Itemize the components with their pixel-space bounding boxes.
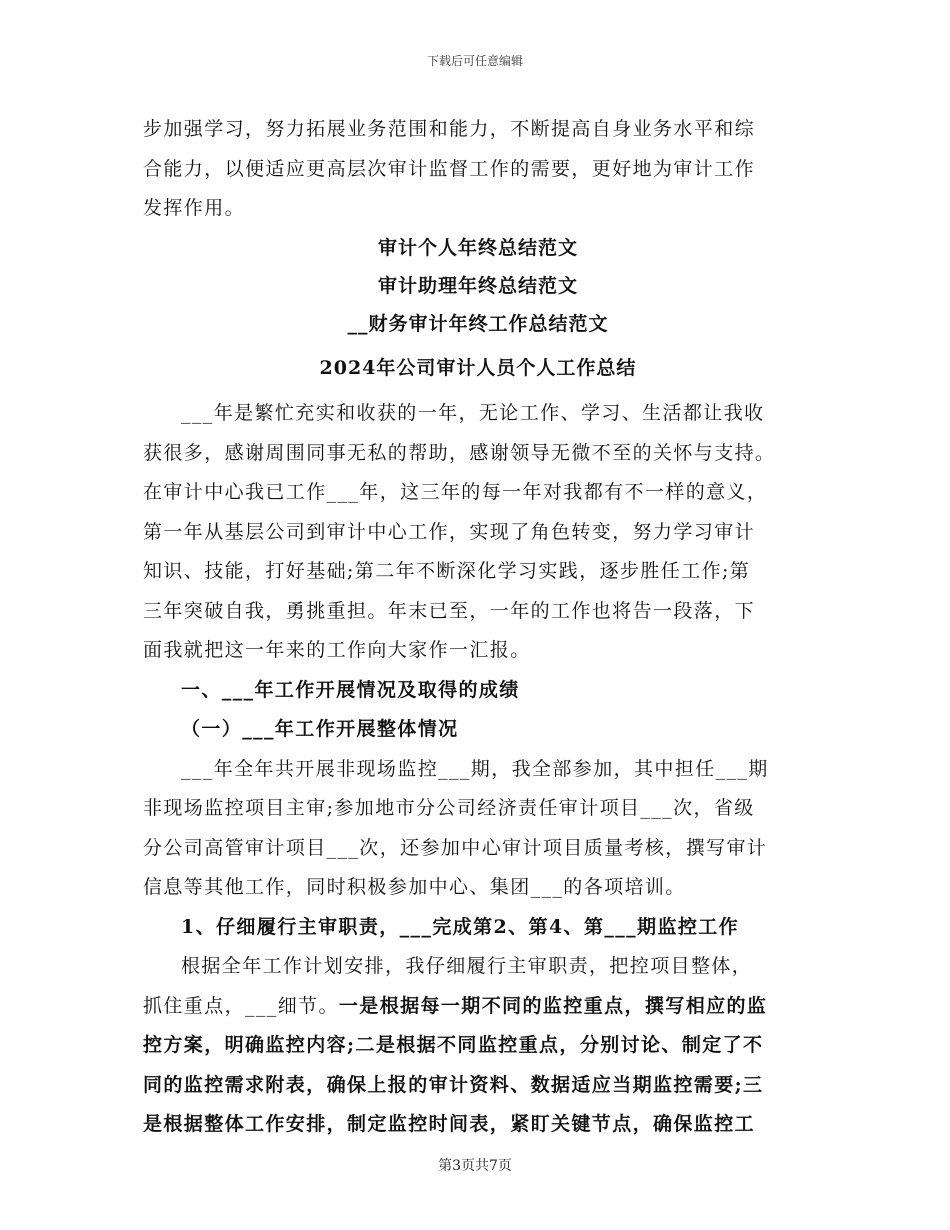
paragraph-bold-line: 控方案，明确监控内容;二是根据不同监控重点，分别讨论、制定了不: [143, 1034, 764, 1056]
page-header: 下载后可任意编辑: [426, 54, 523, 68]
paragraph-line: 根据全年工作计划安排，我仔细履行主审职责，把控项目整体，: [181, 955, 753, 977]
page-footer: 第3页共7页: [438, 1158, 512, 1174]
document-body: [143, 110, 813, 1145]
paragraph-line: 分公司高管审计项目___次，还参加中心审计项目质量考核，撰写审计: [143, 836, 768, 859]
paragraph-line: 非现场监控项目主审;参加地市分公司经济责任审计项目___次，省级: [143, 797, 755, 819]
document-title: 2024年公司审计人员个人工作总结: [319, 356, 637, 379]
paragraph-line: 信息等其他工作，同时积极参加中心、集团___的各项培训。: [143, 876, 686, 898]
paragraph-line: ___年是繁忙充实和收获的一年，无论工作、学习、生活都让我收: [181, 402, 765, 424]
paragraph-bold-line: 是根据整体工作安排，制定监控时间表，紧盯关键节点，确保监控工: [143, 1113, 756, 1135]
intro-line: 步加强学习，努力拓展业务范围和能力，不断提高自身业务水平和综: [143, 118, 756, 140]
paragraph-line: ___年全年共开展非现场监控___期，我全部参加，其中担任___期: [181, 757, 769, 780]
paragraph-line: 在审计中心我已工作___年，这三年的每一年对我都有不一样的意义，: [143, 481, 768, 503]
related-link-2[interactable]: 审计助理年终总结范文: [377, 274, 578, 297]
section-heading: 一、___年工作开展情况及取得的成绩: [181, 678, 520, 701]
paragraph-bold-line: 同的监控需求附表，确保上报的审计资料、数据适应当期监控需要;三: [143, 1073, 764, 1096]
paragraph-bold-text: 一是根据每一期不同的监控重点，撰写相应的监: [338, 994, 768, 1017]
paragraph-text: 抓住重点，___细节。: [143, 994, 339, 1017]
paragraph-line: 面我就把这一年来的工作向大家作一汇报。: [143, 639, 531, 661]
paragraph-line: 第一年从基层公司到审计中心工作，实现了角色转变，努力学习审计: [143, 520, 756, 543]
paragraph-line: 获很多，感谢周围同事无私的帮助，感谢领导无微不至的关怀与支持。: [143, 441, 776, 464]
paragraph-line-mixed: [143, 987, 813, 1027]
paragraph-line: 知识、技能，打好基础;第二年不断深化学习实践，逐步胜任工作;第: [143, 560, 751, 582]
intro-line: 发挥作用。: [143, 197, 246, 219]
paragraph-line: 三年突破自我，勇挑重担。年末已至，一年的工作也将告一段落，下: [143, 599, 756, 622]
item-heading: 1、仔细履行主审职责，___完成第2、第4、第___期监控工作: [181, 915, 740, 938]
intro-line: 合能力，以便适应更高层次审计监督工作的需要，更好地为审计工作: [143, 157, 756, 180]
subsection-heading: （一）___年工作开展整体情况: [181, 718, 459, 740]
related-link-3[interactable]: __财务审计年终工作总结范文: [347, 312, 609, 335]
related-link-1[interactable]: 审计个人年终总结范文: [377, 236, 578, 259]
